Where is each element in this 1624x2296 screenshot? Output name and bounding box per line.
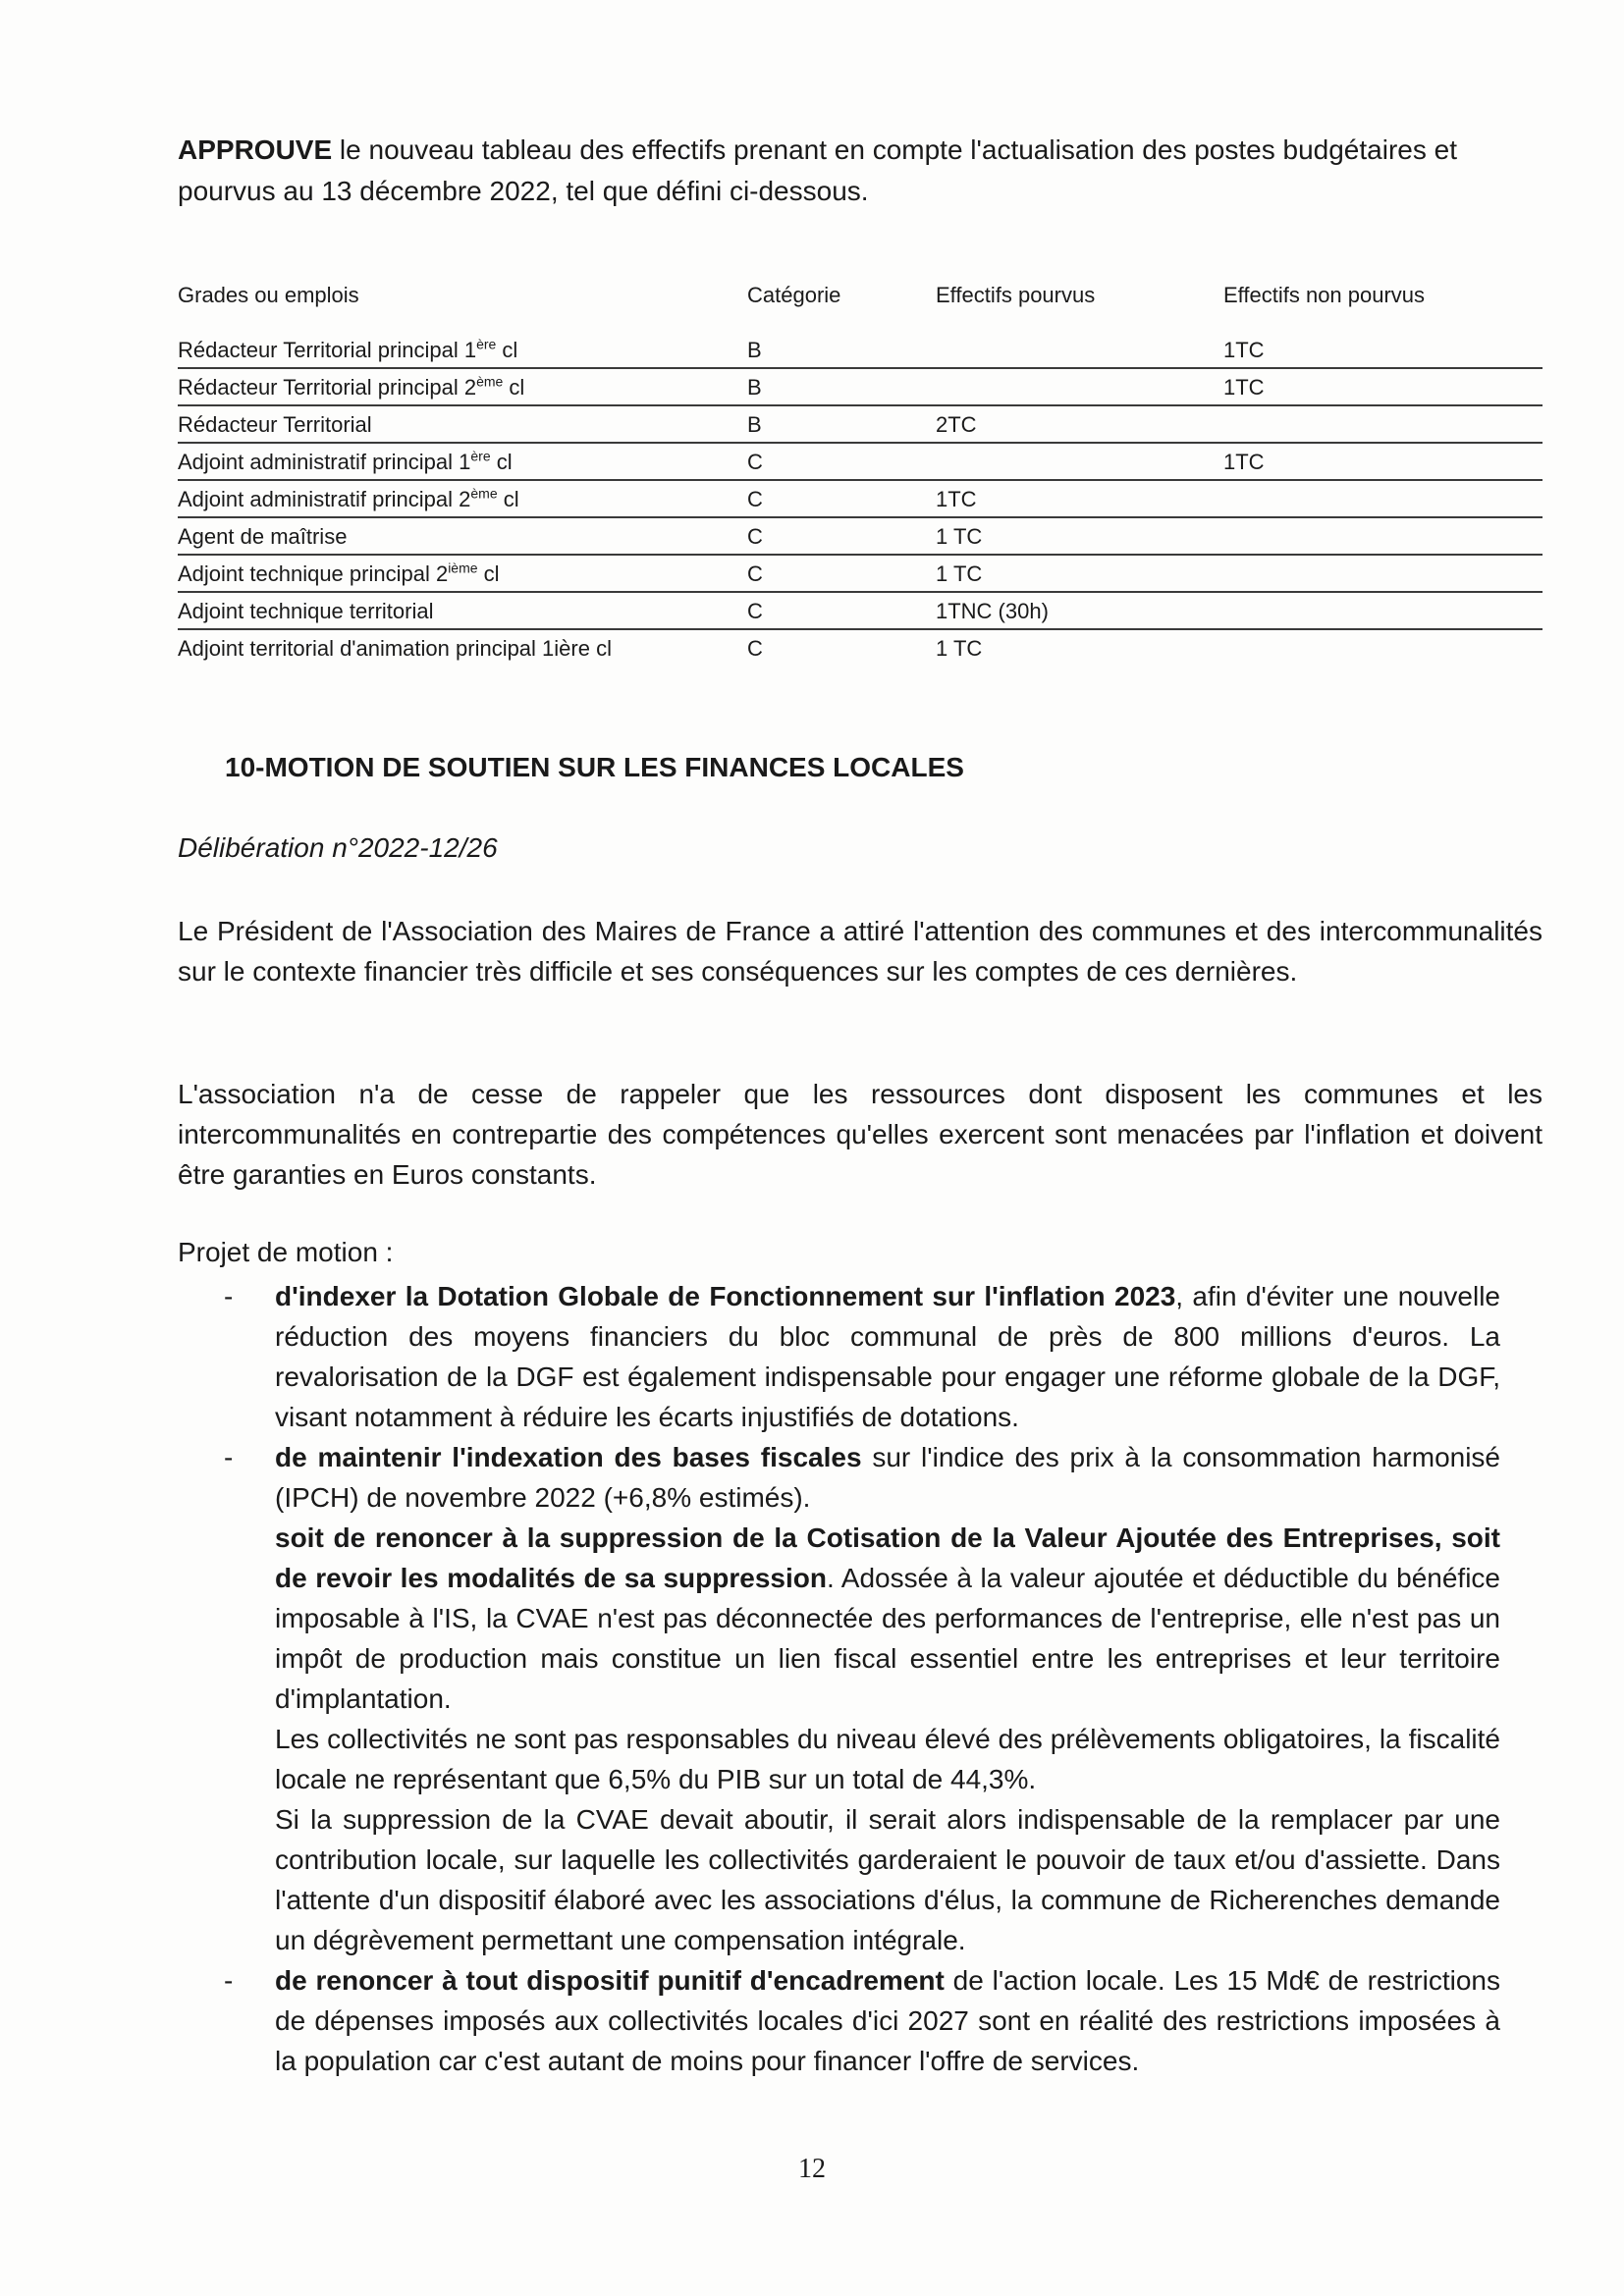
cell-pourvus: 1 TC <box>936 524 983 549</box>
cell-categorie: C <box>747 599 763 623</box>
table-row <box>178 630 1543 666</box>
table-header <box>178 279 1543 332</box>
item-paragraph: Si la suppression de la CVAE devait aboutir, il serait alors indispensable de la remplacer par une contribution locale, sur laquelle les collectivités garderaient le pouvoir de taux et/ou d'assiette. Dans l'attente d'un dispositif élaboré avec les associations d'élus, la commune de Richerenches demande un dégrèvement permettant une compensation intégrale. <box>275 1804 1500 1955</box>
page-number: 12 <box>798 2154 826 2184</box>
cell-non-pourvus: 1TC <box>1223 450 1265 474</box>
item-bold: de renoncer à tout dispositif punitif d'encadrement <box>275 1965 945 1996</box>
cell-grade: Adjoint administratif principal 2ème cl <box>178 485 519 511</box>
staff-table <box>178 279 1543 666</box>
approve-keyword: APPROUVE <box>178 134 333 165</box>
item-text: sur l'indice des prix à la consommation harmonisé (IPCH) de novembre 2022 (+6,8% estimés). <box>275 1442 1501 1513</box>
list-item <box>224 1518 1500 1960</box>
cell-categorie: B <box>747 375 762 400</box>
table-row <box>178 369 1543 406</box>
cell-categorie: C <box>747 636 763 661</box>
cell-categorie: C <box>747 561 763 586</box>
item-text: . Adossée à la valeur ajoutée et déductible du bénéfice imposable à l'IS, la CVAE n'est pas déconnectée des performances de l'entreprise, elle n'est pas un impôt de production mais constitue un lien fiscal essentiel entre les entreprises et leur territoire d'implantation. <box>275 1563 1501 1714</box>
header-non-pourvus: Effectifs non pourvus <box>1223 283 1426 307</box>
header-grades: Grades ou emplois <box>178 283 359 307</box>
table-row <box>178 332 1543 369</box>
paragraph: L'association n'a de cesse de rappeler que les ressources dont disposent les communes et les intercommunalités en contrepartie des compétences qu'elles exercent sont menacées par l'inflation et doivent être garanties en Euros constants. <box>178 1079 1543 1190</box>
table-row <box>178 406 1543 444</box>
table-row <box>178 444 1543 481</box>
cell-categorie: C <box>747 487 763 511</box>
cell-grade: Adjoint technique territorial <box>178 599 434 623</box>
table-row <box>178 593 1543 630</box>
bullet-dash: - <box>224 1281 234 1311</box>
approve-text: le nouveau tableau des effectifs prenant en compte l'actualisation des postes budgétaires et pourvus au 13 décembre 2022, tel que défini ci-dessous. <box>178 134 1457 206</box>
cell-categorie: C <box>747 450 763 474</box>
cell-grade: Rédacteur Territorial principal 2ème cl <box>178 373 525 400</box>
section-title: 10-MOTION DE SOUTIEN SUR LES FINANCES LOCALES <box>225 752 964 782</box>
item-bold: de maintenir l'indexation des bases fiscales <box>275 1442 862 1472</box>
cell-pourvus: 2TC <box>936 412 977 437</box>
item-bold: soit de renoncer à la suppression de la Cotisation de la Valeur Ajoutée des Entreprises, soit de revoir les modalités de sa suppression <box>275 1522 1500 1593</box>
cell-pourvus: 1 TC <box>936 561 983 586</box>
cell-grade: Agent de maîtrise <box>178 524 348 549</box>
item-text: , afin d'éviter une nouvelle réduction des moyens financiers du bloc communal de près de 800 millions d'euros. La revalorisation de la DGF est également indispensable pour engager une réforme globale de la DGF, visant notamment à réduire les écarts injustifiés de dotations. <box>275 1281 1500 1432</box>
paragraph: Le Président de l'Association des Maires de France a attiré l'attention des communes et des intercommunalités sur le contexte financier très difficile et ses conséquences sur les comptes de ces dernières. <box>178 916 1543 987</box>
bullet-dash: - <box>224 1965 234 1996</box>
cell-categorie: B <box>747 338 762 362</box>
cell-categorie: B <box>747 412 762 437</box>
item-text: de l'action locale. Les 15 Md€ de restrictions de dépenses imposés aux collectivités locales d'ici 2027 sont en réalité des restrictions imposées à la population car c'est autant de moins pour financer l'offre de services. <box>275 1965 1501 2076</box>
motion-label: Projet de motion : <box>178 1237 394 1267</box>
table-row <box>178 556 1543 593</box>
cell-grade: Rédacteur Territorial principal 1ère cl <box>178 336 518 362</box>
cell-categorie: C <box>747 524 763 549</box>
item-paragraph: Les collectivités ne sont pas responsables du niveau élevé des prélèvements obligatoires, la fiscalité locale ne représentant que 6,5% du PIB sur un total de 44,3%. <box>275 1724 1500 1794</box>
cell-pourvus: 1 TC <box>936 636 983 661</box>
cell-grade: Rédacteur Territorial <box>178 412 372 437</box>
cell-non-pourvus: 1TC <box>1223 338 1265 362</box>
list-item <box>224 1276 1500 1437</box>
table-row <box>178 481 1543 518</box>
cell-pourvus: 1TC <box>936 487 977 511</box>
cell-grade: Adjoint technique principal 2ième cl <box>178 560 500 586</box>
item-bold: d'indexer la Dotation Globale de Fonctionnement sur l'inflation 2023 <box>275 1281 1176 1311</box>
motion-list <box>224 1276 1500 2081</box>
table-row <box>178 518 1543 556</box>
cell-non-pourvus: 1TC <box>1223 375 1265 400</box>
deliberation-number: Délibération n°2022-12/26 <box>178 832 498 863</box>
header-pourvus: Effectifs pourvus <box>936 283 1096 307</box>
approval-statement <box>178 130 1543 212</box>
list-item <box>224 1437 1500 1518</box>
bullet-dash: - <box>224 1442 234 1472</box>
cell-grade: Adjoint territorial d'animation principal 1ière cl <box>178 636 612 661</box>
header-categorie: Catégorie <box>747 283 841 307</box>
cell-pourvus: 1TNC (30h) <box>936 599 1049 623</box>
list-item <box>224 1960 1500 2081</box>
cell-grade: Adjoint administratif principal 1ère cl <box>178 448 513 474</box>
